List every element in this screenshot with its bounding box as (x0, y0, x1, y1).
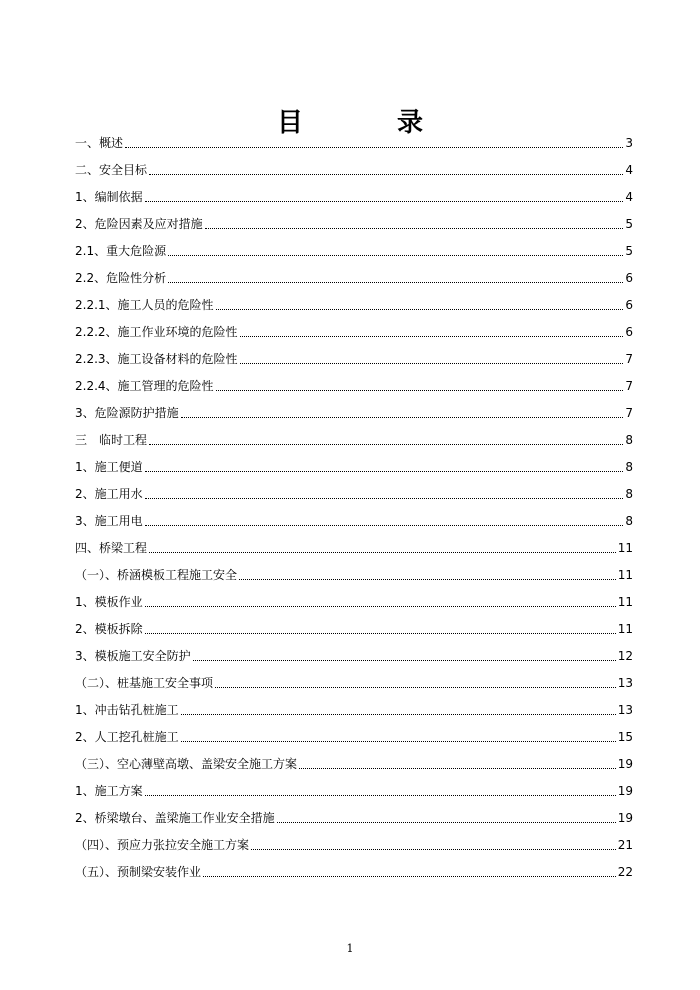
toc-entry-page: 8 (625, 433, 633, 447)
toc-entry-label: 2、模板拆除 (75, 622, 143, 636)
toc-entry-page: 15 (617, 730, 633, 744)
toc-leader (145, 795, 616, 796)
toc-entry[interactable] (75, 589, 633, 616)
toc-entry[interactable] (75, 454, 633, 481)
page-number: 1 (346, 942, 354, 955)
toc-entry[interactable] (75, 292, 633, 319)
toc-entry[interactable] (75, 373, 633, 400)
toc-leader (181, 741, 616, 742)
toc-entry-page: 5 (625, 244, 633, 258)
toc-entry[interactable] (75, 832, 633, 859)
toc-leader (239, 579, 616, 580)
toc-entry-page: 13 (617, 703, 633, 717)
toc-entry-label: 2.2.3、施工设备材料的危险性 (75, 352, 238, 366)
toc-entry-label: 2、人工挖孔桩施工 (75, 730, 179, 744)
toc-entry[interactable] (75, 319, 633, 346)
page-title: 目 录 (276, 108, 457, 139)
toc-entry-label: 3、危险源防护措施 (75, 406, 179, 420)
toc-leader (149, 444, 623, 445)
toc-leader (149, 552, 616, 553)
toc-entry[interactable] (75, 184, 633, 211)
toc-entry[interactable] (75, 616, 633, 643)
toc-entry-page: 4 (625, 190, 633, 204)
toc-entry-label: 1、编制依据 (75, 190, 143, 204)
toc-entry-label: 2.2.2、施工作业环境的危险性 (75, 325, 238, 339)
toc-leader (203, 876, 616, 877)
toc-entry-label: 2.1、重大危险源 (75, 244, 167, 258)
toc-entry-page: 6 (625, 298, 633, 312)
toc-entry[interactable] (75, 805, 633, 832)
toc-leader (251, 849, 616, 850)
toc-entry-label: 1、冲击钻孔桩施工 (75, 703, 179, 717)
toc-leader (168, 282, 623, 283)
toc-leader (145, 633, 616, 634)
toc-entry[interactable] (75, 157, 633, 184)
toc-entry-label: （一）、桥涵模板工程施工安全 (75, 568, 238, 582)
toc-entry-page: 7 (625, 379, 633, 393)
toc-entry-page: 21 (617, 838, 633, 852)
toc-entry[interactable] (75, 427, 633, 454)
toc-leader (149, 174, 623, 175)
toc-entry[interactable] (75, 535, 633, 562)
toc-entry[interactable] (75, 751, 633, 778)
toc-entry[interactable] (75, 130, 633, 157)
toc-entry-page: 8 (625, 514, 633, 528)
toc-entry[interactable] (75, 508, 633, 535)
toc-entry-label: 四、桥梁工程 (75, 541, 148, 555)
toc-entry-label: 2.2、危险性分析 (75, 271, 167, 285)
toc-leader (145, 471, 624, 472)
toc-entry-page: 3 (625, 136, 633, 150)
toc-entry-label: 2.2.4、施工管理的危险性 (75, 379, 214, 393)
toc-leader (240, 336, 624, 337)
toc-entry-page: 12 (617, 649, 633, 663)
toc-entry[interactable] (75, 643, 633, 670)
toc-leader (299, 768, 616, 769)
toc-entry-page: 4 (625, 163, 633, 177)
toc-entry-page: 6 (625, 271, 633, 285)
toc-leader (181, 714, 616, 715)
toc-leader (216, 309, 624, 310)
toc-entry-label: 1、施工便道 (75, 460, 143, 474)
toc-entry-page: 13 (617, 676, 633, 690)
toc-entry-page: 8 (625, 487, 633, 501)
toc-leader (145, 606, 616, 607)
toc-leader (216, 390, 624, 391)
toc-leader (181, 417, 624, 418)
toc-entry-page: 22 (617, 865, 633, 879)
toc-entry-label: （五）、预制梁安装作业 (75, 865, 202, 879)
toc-entry-page: 19 (617, 784, 633, 798)
toc-entry[interactable] (75, 697, 633, 724)
toc-entry-page: 5 (625, 217, 633, 231)
toc-entry-label: 1、施工方案 (75, 784, 143, 798)
toc-entry-label: 1、模板作业 (75, 595, 143, 609)
toc-entry-label: 2.2.1、施工人员的危险性 (75, 298, 214, 312)
toc-leader (125, 147, 623, 148)
toc-entry-page: 11 (617, 622, 633, 636)
toc-entry[interactable] (75, 778, 633, 805)
toc-entry[interactable] (75, 265, 633, 292)
toc-entry-page: 19 (617, 811, 633, 825)
toc-leader (168, 255, 623, 256)
toc-entry-page: 11 (617, 595, 633, 609)
toc-leader (205, 228, 624, 229)
toc-entry-label: 2、桥梁墩台、盖梁施工作业安全措施 (75, 811, 275, 825)
toc-entry-page: 19 (617, 757, 633, 771)
toc-entry-page: 7 (625, 352, 633, 366)
toc-entry-label: 三 临时工程 (75, 433, 148, 447)
toc-entry-label: （三）、空心薄壁高墩、盖梁安全施工方案 (75, 757, 298, 771)
toc-entry-page: 8 (625, 460, 633, 474)
toc-entry[interactable] (75, 562, 633, 589)
toc-leader (193, 660, 616, 661)
toc-entry[interactable] (75, 481, 633, 508)
toc-entry-label: （二）、桩基施工安全事项 (75, 676, 214, 690)
toc-entry-label: 2、危险因素及应对措施 (75, 217, 203, 231)
toc-leader (145, 525, 624, 526)
toc-entry-label: 2、施工用水 (75, 487, 143, 501)
toc-entry-page: 7 (625, 406, 633, 420)
toc-entry-label: 3、模板施工安全防护 (75, 649, 191, 663)
toc-entry[interactable] (75, 346, 633, 373)
toc-entry[interactable] (75, 670, 633, 697)
toc-leader (215, 687, 616, 688)
toc-entry[interactable] (75, 238, 633, 265)
toc-leader (277, 822, 616, 823)
toc-entry-page: 11 (617, 568, 633, 582)
toc-entry[interactable] (75, 724, 633, 751)
toc-entry-label: 一、概述 (75, 136, 124, 150)
toc-leader (240, 363, 624, 364)
table-of-contents (75, 130, 633, 886)
toc-entry[interactable] (75, 211, 633, 238)
toc-entry[interactable] (75, 859, 633, 886)
toc-entry-label: （四）、预应力张拉安全施工方案 (75, 838, 250, 852)
toc-entry-label: 3、施工用电 (75, 514, 143, 528)
toc-entry-page: 6 (625, 325, 633, 339)
toc-entry-page: 11 (617, 541, 633, 555)
toc-entry-label: 二、安全目标 (75, 163, 148, 177)
toc-leader (145, 201, 624, 202)
toc-entry[interactable] (75, 400, 633, 427)
toc-leader (145, 498, 624, 499)
